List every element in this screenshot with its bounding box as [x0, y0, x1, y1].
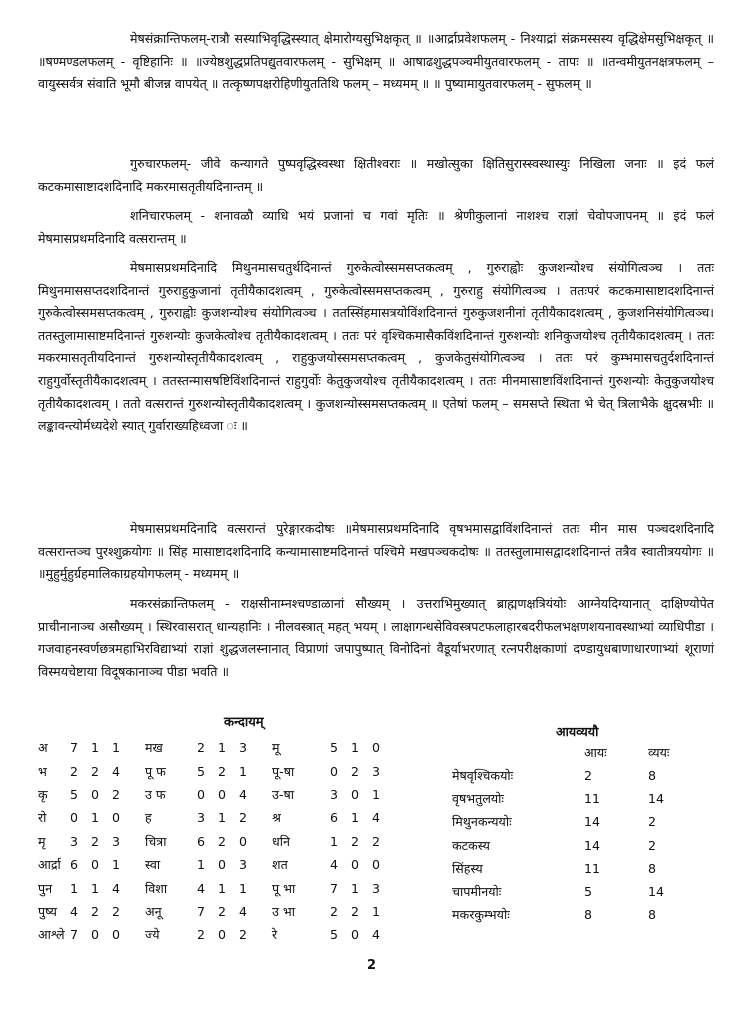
vyaya-value: 8 [648, 907, 657, 923]
table-row [452, 880, 698, 903]
nakshatra-name: चित्रा [145, 833, 167, 849]
kandayam-digit: 4 [330, 857, 339, 873]
aaya-value: 11 [584, 860, 601, 876]
table-row [38, 759, 393, 782]
rashi-name: मकरकुम्भयोः [452, 907, 510, 923]
vyaya-value: 14 [648, 884, 665, 900]
kandayam-digit: 0 [372, 740, 381, 756]
nakshatra-name: उ भा [272, 903, 296, 919]
kandayam-digit: 0 [218, 786, 227, 802]
kandayam-digit: 1 [239, 763, 248, 779]
kandayam-digit: 5 [197, 763, 206, 779]
kandayam-digit: 0 [218, 927, 227, 943]
kandayam-digit: 4 [112, 763, 121, 779]
nakshatra-name: पू भा [272, 880, 296, 896]
kandayam-digit: 2 [372, 833, 381, 849]
kandayam-digit: 7 [70, 927, 79, 943]
nakshatra-name: ज्ये [145, 927, 160, 943]
kandayam-digit: 6 [197, 833, 206, 849]
kandayam-digit: 1 [112, 857, 121, 873]
aaya-value: 5 [584, 884, 593, 900]
nakshatra-name: विशा [145, 880, 168, 896]
kandayam-digit: 0 [112, 810, 121, 826]
table-row [38, 783, 393, 806]
kandayam-digit: 0 [351, 786, 360, 802]
aayavyaya-table [452, 764, 698, 926]
kandayam-digit: 2 [239, 810, 248, 826]
kandayam-digit: 2 [91, 903, 100, 919]
kandayam-digit: 2 [351, 833, 360, 849]
table-row [38, 923, 393, 946]
nakshatra-name: आश्ले [38, 927, 65, 943]
rashi-name: मेषवृश्चिकयोः [452, 768, 514, 784]
vyaya-value: 8 [648, 860, 657, 876]
nakshatra-name: मृ [38, 833, 46, 849]
kandayam-digit: 2 [218, 763, 227, 779]
nakshatra-name: कृ [38, 786, 48, 802]
table-row [38, 736, 393, 759]
nakshatra-name: पुन [38, 880, 53, 896]
kandayam-digit: 5 [70, 786, 79, 802]
table-row [452, 834, 698, 857]
kandayam-digit: 1 [372, 786, 381, 802]
aaya-value: 8 [584, 907, 593, 923]
table-row [452, 787, 698, 810]
kandayam-digit: 1 [112, 740, 121, 756]
vyaya-value: 2 [648, 837, 657, 853]
aaya-column-header: आयः [584, 745, 607, 760]
kandayam-digit: 2 [218, 903, 227, 919]
table-row [38, 830, 393, 853]
kandayam-digit: 3 [372, 880, 381, 896]
kandayam-digit: 0 [70, 810, 79, 826]
kandayam-digit: 2 [91, 763, 100, 779]
kandayam-digit: 2 [70, 763, 79, 779]
kandayam-digit: 3 [112, 833, 121, 849]
table-row [452, 764, 698, 787]
table-row [452, 903, 698, 926]
nakshatra-name: श्र [272, 810, 281, 826]
kandayam-digit: 0 [330, 763, 339, 779]
nakshatra-name: अ [38, 740, 48, 756]
paragraph-guru-chara: गुरुचारफलम्- जीवे कन्यागते पुष्पवृद्धिस्वस्था क्षितीश्वराः ॥ मखोत्सुका क्षितिसुरास्स्वस्थास्युः निखिला जनाः ॥ इदं फलं कटकमासाष्टादशदिनादि मकरमासतृतीयदिनान्तम् ॥ [38, 156, 714, 194]
kandayam-digit: 2 [112, 786, 121, 802]
kandayam-digit: 7 [70, 740, 79, 756]
table-row [452, 857, 698, 880]
vyaya-column-header: व्ययः [648, 745, 670, 760]
kandayam-digit: 2 [239, 927, 248, 943]
kandayam-digit: 2 [91, 833, 100, 849]
kandayam-digit: 2 [351, 903, 360, 919]
kandayam-digit: 6 [330, 810, 339, 826]
kandayam-digit: 4 [372, 927, 381, 943]
rashi-name: कटकस्य [452, 837, 490, 853]
nakshatra-name: उ फ [145, 786, 166, 802]
kandayam-title: कन्दायम् [224, 715, 264, 730]
kandayam-digit: 7 [330, 880, 339, 896]
kandayam-digit: 3 [372, 763, 381, 779]
kandayam-digit: 1 [351, 740, 360, 756]
kandayam-digit: 0 [91, 927, 100, 943]
kandayam-digit: 4 [70, 903, 79, 919]
kandayam-digit: 4 [372, 810, 381, 826]
table-row [38, 806, 393, 829]
kandayam-digit: 0 [112, 927, 121, 943]
nakshatra-name: पू-षा [272, 763, 295, 779]
nakshatra-name: मू [272, 740, 280, 756]
table-row [452, 810, 698, 833]
paragraph-mesha-sankranti: मेषसंक्रान्तिफलम्-रात्रौ सस्याभिवृद्धिस्स्यात् क्षेमारोग्यसुभिक्षकृत् ॥ ॥आर्द्राप्रवेशफलम् - निश्याद्रां संक्रमस्सस्य वृद्धिक्षेमसुभिक्षकृत् ॥ ॥षण्मण्डलफलम् - वृष्टिहानिः ॥ ॥ज्येष्ठशुद्धप्रतिपद्युतवारफलम् - सुभिक्षम् ॥ आषाढशुद्धपञ्चमीयुतवारफलम् - तापः ॥ ॥तन्वमीयुतनक्षत्रफलम् – वायुस्सर्वत्र संवाति भूमौ बीजन्न वापयेत् ॥ तत्कृष्णपक्षरोहिणीयुततिथि फलम् – मध्यमम् ॥ ॥ पुष्यामायुतवारफलम् - सुफलम् ॥ [38, 31, 714, 92]
kandayam-digit: 2 [197, 927, 206, 943]
table-row [38, 900, 393, 923]
table-row [38, 876, 393, 899]
kandayam-digit: 0 [91, 857, 100, 873]
kandayam-digit: 2 [218, 833, 227, 849]
aaya-value: 2 [584, 768, 593, 784]
kandayam-digit: 0 [218, 857, 227, 873]
kandayam-digit: 2 [351, 763, 360, 779]
kandayam-digit: 1 [91, 740, 100, 756]
kandayam-digit: 1 [351, 810, 360, 826]
vyaya-value: 14 [648, 791, 665, 807]
kandayam-digit: 1 [239, 880, 248, 896]
nakshatra-name: धनि [272, 833, 290, 849]
kandayam-digit: 7 [197, 903, 206, 919]
kandayam-digit: 0 [351, 927, 360, 943]
nakshatra-name: पुष्य [38, 903, 57, 919]
kandayam-digit: 0 [197, 786, 206, 802]
kandayam-digit: 4 [112, 880, 121, 896]
kandayam-digit: 0 [239, 833, 248, 849]
kandayam-digit: 4 [239, 903, 248, 919]
nakshatra-name: पू फ [145, 763, 166, 779]
kandayam-digit: 1 [218, 740, 227, 756]
kandayam-digit: 0 [91, 786, 100, 802]
rashi-name: वृषभतुलयोः [452, 791, 504, 807]
kandayam-digit: 1 [330, 833, 339, 849]
kandayam-digit: 0 [372, 857, 381, 873]
kandayam-digit: 3 [330, 786, 339, 802]
kandayam-digit: 2 [112, 903, 121, 919]
kandayam-digit: 3 [197, 810, 206, 826]
rashi-name: सिंहस्य [452, 860, 483, 876]
kandayam-digit: 1 [218, 880, 227, 896]
aaya-value: 14 [584, 814, 601, 830]
nakshatra-name: रो [38, 810, 47, 826]
kandayam-digit: 2 [197, 740, 206, 756]
kandayam-digit: 1 [91, 880, 100, 896]
nakshatra-name: आर्द्रा [38, 857, 61, 873]
vyaya-value: 8 [648, 768, 657, 784]
nakshatra-name: शत [272, 857, 288, 873]
aaya-value: 14 [584, 837, 601, 853]
kandayam-digit: 5 [330, 927, 339, 943]
kandayam-digit: 3 [239, 740, 248, 756]
kandayam-digit: 2 [330, 903, 339, 919]
nakshatra-name: ह [145, 810, 152, 826]
paragraph-graha-yoga: मेषमासप्रथमदिनादि मिथुनमासचतुर्थदिनान्तं गुरुकेत्वोस्समसप्तकत्वम् , गुरुराह्वोः कुजशन्योश्च संयोगित्वञ्च । ततः मिथुनमाससप्तदशदिनान्तं गुरुराहुकुजानां तृतीयैकादशत्वम् , गुरुकेत्वोस्समसप्तकत्वम् , गुरुराहु संयोगित्वञ्च । ततःपरं कटकमासाष्टादशदिनान्तं गुरुकेत्वोस्समसप्तकत्वम् , गुरुराह्वोः कुजशन्योश्च संयोगित्वञ्च । ततस्सिंहमासत्रयोविंशदिनान्तं गुरुकुजशनीनां तृतीयैकादशत्वम् , कुजशनिसंयोगित्वञ्च। ततस्तुलामासाष्टमदिनान्तं गुरुशन्योः कुजकेत्वोश्च तृतीयैकादशत्वम् । ततः परं वृश्चिकमासैकविंशदिनान्तं गुरुशन्योः शनिकुजयोश्च तृतीयैकादशत्वम् । ततः मकरमासतृतीयदिनान्तं गुरुशन्योस्तृतीयैकादशत्वम् , राहुकुजयोस्समसप्तकत्वम् , कुजकेतुसंयोगित्वञ्च । ततः परं कुम्भमासचतुर्दशदिनान्तं राहुगुर्वोस्तृतीयैकादशत्वम् । ततस्तन्मासषष्टिविंशदिनान्तं राहुगुर्वोः केतुकुजयोश्च तृतीयैकादशत्वम् । ततः मीनमासाष्टाविंशदिनान्तं गुरुशन्योः केतुकुजयोश्च तृतीयैकादशत्वम् । ततो वत्सरान्तं गुरुशन्योस्तृतीयैकादशत्वम् । कुजशन्योस्समसप्तकत्वम् ॥ एतेषां फलम् – समसप्ते स्थिता भे चेत् त्रिलाभैके क्षुदस्रभीः ॥ लङ्कावन्त्योर्मध्यदेशे स्यात् गुर्वाराख्यहिध्वजा ः ॥ [38, 260, 714, 434]
kandayam-digit: 4 [239, 786, 248, 802]
kandayam-digit: 0 [351, 857, 360, 873]
kandayam-digit: 1 [372, 903, 381, 919]
aaya-value: 11 [584, 791, 601, 807]
paragraph-dosha: मेषमासप्रथमदिनादि वत्सरान्तं पुरेङ्गारकदोषः ॥मेषमासप्रथमदिनादि वृषभमासद्वाविंशदिनान्तं ततः मीन मास पञ्चदशदिनादि वत्सरान्तञ्च पुरश्शुक्रयोगः ॥ सिंह मासाष्टादशदिनादि कन्यामासाष्टमदिनान्तं पश्चिमे मखपञ्चकदोषः ॥ ततस्तुलामासद्वादशदिनान्तं तत्रैव स्वातीत्रययोगः ॥ ॥मुहुर्मुहुर्ग्रहमालिकाग्रहयोगफलम् - मध्यमम् ॥ [38, 521, 714, 582]
nakshatra-name: उ-षा [272, 786, 294, 802]
rashi-name: चापमीनयोः [452, 884, 502, 900]
kandayam-digit: 1 [91, 810, 100, 826]
kandayam-digit: 1 [197, 857, 206, 873]
nakshatra-name: रे [272, 927, 278, 943]
nakshatra-name: स्वा [145, 857, 161, 873]
rashi-name: मिथुनकन्ययोः [452, 814, 512, 830]
table-row [38, 853, 393, 876]
paragraph-makara-sankranti: मकरसंक्रान्तिफलम् - राक्षसीनाम्नश्चण्डाळानां सौख्यम् । उत्तराभिमुख्यात् ब्राह्मणक्षत्रियंयोः आग्नेयदिग्यानात् दाक्षिण्योपेत प्राचीनानाञ्च असौख्यम् । स्थिरवासरात् धान्यहानिः । नीलवस्त्रात् महत् भयम् । लाक्षागन्धसेविवस्त्रपटफलाहारबदरीफलभक्षणशयनावस्थाभ्यां व्याधिपीडा । गजवाहनस्वर्णछत्रमहाभिरविद्याभ्यां राज्ञां शुद्धजलस्नानात् विप्राणां जपापुष्पात् विनोदिनां वैडूर्याभरणात् रत्नपरीक्षकाणां दण्डायुधबाणाधारणाभ्यां शूराणां विस्मयचेष्टाया विदूषकानाञ्च पीडा भवति ॥ [38, 596, 714, 679]
aayavyaya-title: आयव्ययौ [556, 724, 599, 739]
kandayam-digit: 4 [197, 880, 206, 896]
kandayam-table [38, 736, 393, 947]
vyaya-value: 2 [648, 814, 657, 830]
kandayam-digit: 3 [70, 833, 79, 849]
kandayam-digit: 5 [330, 740, 339, 756]
kandayam-digit: 6 [70, 857, 79, 873]
kandayam-digit: 1 [70, 880, 79, 896]
nakshatra-name: मख [145, 740, 163, 756]
paragraph-shani-chara: शनिचारफलम् - शनावळौ व्याधि भयं प्रजानां च गवां मृतिः ॥ श्रेणीकुलानां नाशश्च राज्ञां चेवोपजापनम् ॥ इदं फलं मेषमासप्रथमदिनादि वत्सरान्तम् ॥ [38, 208, 714, 246]
kandayam-digit: 1 [351, 880, 360, 896]
nakshatra-name: भ [38, 763, 47, 779]
page-number: 2 [367, 958, 377, 973]
kandayam-digit: 3 [239, 857, 248, 873]
kandayam-digit: 1 [218, 810, 227, 826]
nakshatra-name: अनू [145, 903, 162, 919]
